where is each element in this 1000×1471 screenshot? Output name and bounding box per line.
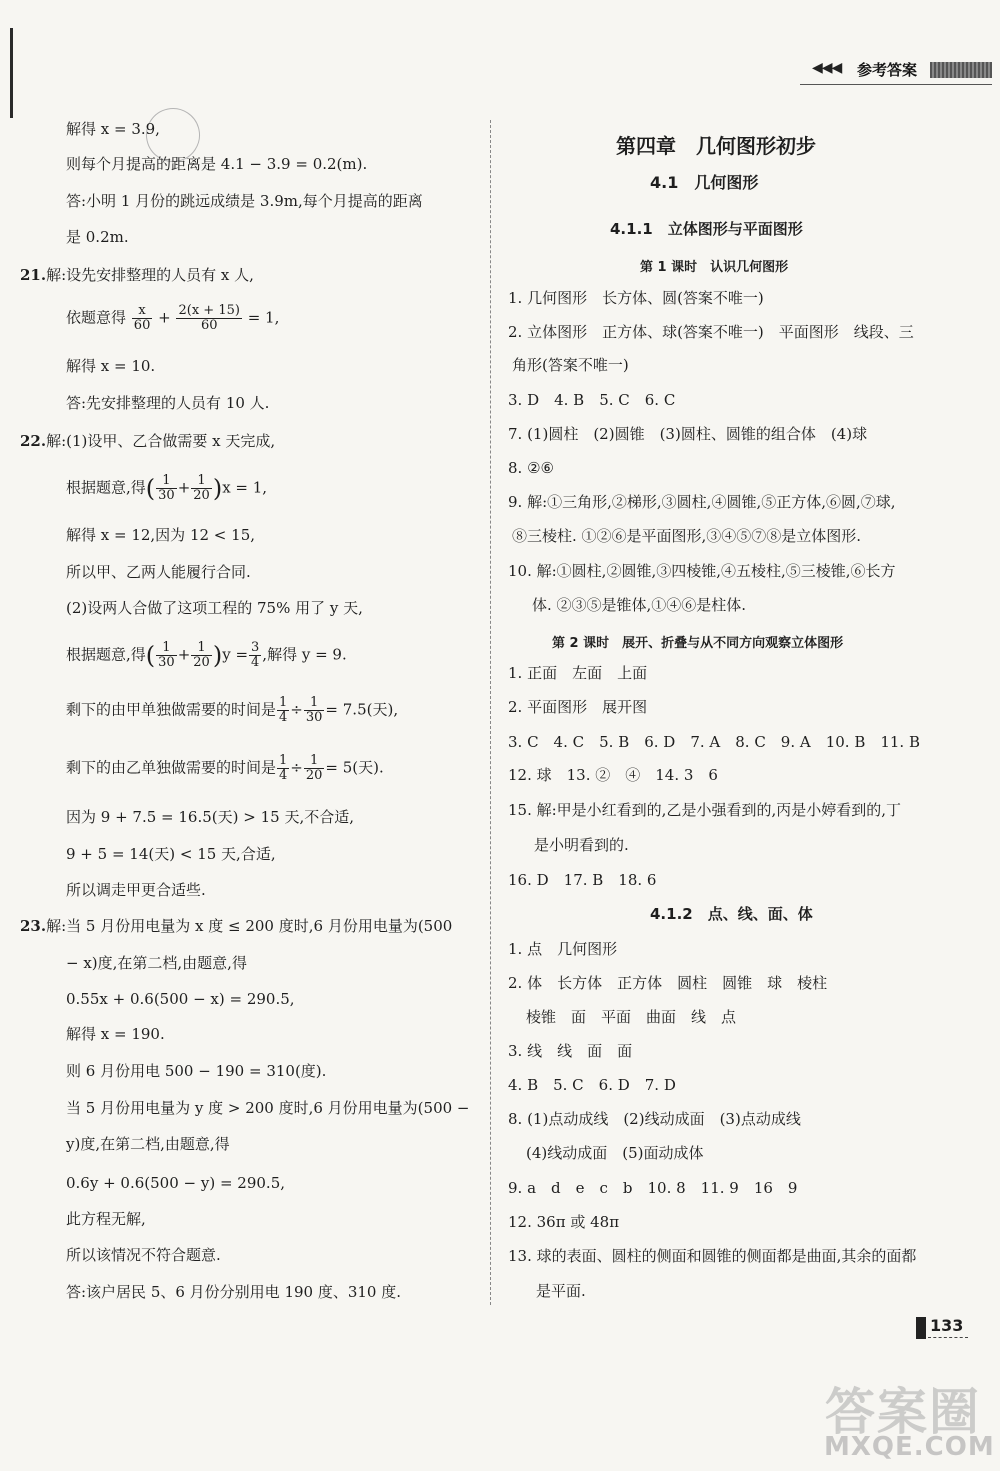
q23-number: 23.: [20, 917, 47, 935]
q22-eq2-fc-num: 3: [251, 640, 260, 655]
answer-7: 7. (1)圆柱 (2)圆锥 (3)圆柱、圆锥的组合体 (4)球: [508, 425, 868, 443]
q22-eq2-fb-den: 20: [193, 655, 210, 670]
q23-line-8: 0.6y + 0.6(500 − y) = 290.5,: [66, 1174, 286, 1192]
q22-eq2-mid: y =: [222, 645, 249, 664]
q21-frac-1-num: x: [132, 304, 153, 319]
q21-block: [20, 264, 254, 286]
q21-frac-1: [132, 304, 153, 333]
q22-eq1-frac-a: [156, 474, 177, 503]
answer-c9-11: 9. a d e c b 10. 8 11. 9 16 9: [508, 1179, 798, 1197]
q22-eq2-frac-b: [191, 641, 212, 670]
q21-line-3: 解得 x = 10.: [66, 357, 156, 375]
q22-l8-fb-den: 20: [305, 768, 323, 783]
answer-c1: 1. 点 几何图形: [508, 940, 618, 958]
q22-l8-frac-b: [304, 754, 325, 783]
left-line-3: 答:小明 1 月份的跳远成绩是 3.9m,每个月提高的距离: [66, 192, 423, 210]
q22-l8-suffix: = 5(天).: [325, 758, 384, 777]
answer-c8b: (4)线动成面 (5)面动成体: [526, 1144, 704, 1162]
q23-line-7: y)度,在第二档,由题意,得: [66, 1135, 230, 1153]
left-line-4: 是 0.2m.: [66, 228, 129, 246]
q22-eq2-prefix: 根据题意,得: [66, 645, 146, 664]
answer-b1: 1. 正面 左面 上面: [508, 664, 648, 682]
q22-eq1-fa-den: 30: [158, 488, 175, 503]
q21-frac-2-den: 60: [200, 318, 218, 333]
q22-eq1-prefix: 根据题意,得: [66, 478, 146, 497]
answer-10b: 体. ②③⑤是锥体,①④⑥是柱体.: [532, 596, 747, 614]
answer-b2: 2. 平面图形 展开图: [508, 698, 648, 716]
header-title: 参考答案: [857, 61, 918, 79]
q22-l8-prefix: 剩下的由乙单独做需要的时间是: [66, 758, 277, 777]
section-4-1-2-title: 4.1.2 点、线、面、体: [650, 905, 813, 923]
header-underline: [800, 84, 992, 85]
q22-l8-fa-den: 4: [279, 768, 288, 783]
q22-l8-div: ÷: [290, 758, 303, 777]
q22-l7-frac-a: [277, 696, 289, 725]
q21-frac-1-den: 60: [133, 318, 151, 333]
q21-equation: [66, 304, 279, 333]
watermark-url: MXQE.COM: [824, 1432, 995, 1462]
lesson-1-title: 第 1 课时 认识几何图形: [640, 260, 789, 275]
q22-eq1-fb-num: 1: [191, 474, 212, 489]
paren-close: ): [212, 641, 223, 670]
q21-plus: +: [158, 308, 171, 327]
q23-line-9: 此方程无解,: [66, 1210, 146, 1228]
q21-number: 21.: [20, 266, 47, 284]
q22-eq2-fa-num: 1: [156, 641, 177, 656]
answer-c13b: 是平面.: [536, 1282, 586, 1300]
q22-eq1-frac-b: [191, 474, 212, 503]
q22-l7-suffix: = 7.5(天),: [325, 700, 399, 719]
header-arrows-icon: ◀◀◀: [812, 60, 842, 76]
q23-line-10: 所以该情况不符合题意.: [66, 1246, 221, 1264]
q21-eq-suffix: = 1,: [247, 308, 280, 327]
q23-line-3: 0.55x + 0.6(500 − x) = 290.5,: [66, 990, 295, 1008]
answer-8: 8. ②⑥: [508, 459, 554, 477]
q22-line-10: 9 + 5 = 14(天) < 15 天,合适,: [66, 845, 276, 863]
q22-line-3: 解得 x = 12,因为 12 < 15,: [66, 526, 256, 544]
q23-line-5: 则 6 月份用电 500 − 190 = 310(度).: [66, 1062, 327, 1080]
q23-block: [20, 915, 452, 937]
q22-line-11: 所以调走甲更合适些.: [66, 881, 206, 899]
q22-eq2-frac-a: [156, 641, 177, 670]
q22-equation-2: 根据题意,得( $\frac{1}{30}$ + $\frac{1}{20}$ )y = $\frac{3}{4}$ ,解得 y = 9.: [66, 640, 347, 670]
header-bar: [930, 62, 992, 78]
q22-eq1-fb-den: 20: [193, 488, 210, 503]
q22-l8-frac-a: [277, 754, 289, 783]
q23-line-1: 解:当 5 月份用电量为 x 度 ≤ 200 度时,6 月份用电量为(500: [46, 917, 453, 935]
q22-equation-1: 根据题意,得( $\frac{1}{30}$ + $\frac{1}{20}$ )x = 1,: [66, 473, 268, 503]
q23-line-2: − x)度,在第二档,由题意,得: [66, 954, 247, 972]
answer-b3-11: 3. C 4. C 5. B 6. D 7. A 8. C 9. A 10. B 11. B: [508, 733, 920, 751]
q22-eq2-frac-c: [249, 641, 261, 670]
q22-eq1-fa-num: 1: [156, 474, 177, 489]
answer-1: 1. 几何图形 长方体、圆(答案不唯一): [508, 289, 764, 307]
section-4-1-1-title: 4.1.1 立体图形与平面图形: [610, 220, 803, 238]
q22-line-1: 解:(1)设甲、乙合做需要 x 天完成,: [46, 432, 276, 450]
left-line-1: 解得 x = 3.9,: [66, 120, 160, 138]
q22-eq2-fb-num: 1: [191, 641, 212, 656]
chapter-title: 第四章 几何图形初步: [616, 134, 816, 158]
q22-line-5: (2)设两人合做了这项工程的 75% 用了 y 天,: [66, 599, 363, 617]
answer-c3: 3. 线 线 面 面: [508, 1042, 633, 1060]
left-binding-rule: [10, 28, 13, 118]
q22-block: [20, 430, 275, 452]
q23-line-4: 解得 x = 190.: [66, 1025, 165, 1043]
q22-eq2-fa-den: 30: [158, 655, 175, 670]
q22-l7-frac-b: [304, 696, 325, 725]
answer-9a: 9. 解:①三角形,②梯形,③圆柱,④圆锥,⑤正方体,⑥圆,⑦球,: [508, 493, 896, 511]
q22-eq1-suffix: x = 1,: [222, 478, 268, 497]
q22-eq2-fc-den: 4: [251, 655, 260, 670]
q22-l7-prefix: 剩下的由甲单独做需要的时间是: [66, 700, 277, 719]
q22-l7-fb-den: 30: [305, 710, 323, 725]
q22-l8-fa-num: 1: [279, 753, 288, 768]
page-number-bar: [916, 1317, 926, 1339]
answer-c12: 12. 36π 或 48π: [508, 1213, 620, 1231]
q21-frac-2: [176, 304, 241, 333]
answer-3-6: 3. D 4. B 5. C 6. C: [508, 391, 676, 409]
page-number: 133: [930, 1316, 964, 1335]
section-4-1-title: 4.1 几何图形: [650, 173, 759, 192]
q22-line-9: 因为 9 + 7.5 = 16.5(天) > 15 天,不合适,: [66, 808, 354, 826]
q22-l7-div: ÷: [290, 700, 303, 719]
q22-l7-fa-num: 1: [279, 695, 288, 710]
answer-b16-18: 16. D 17. B 18. 6: [508, 871, 657, 889]
q22-line-7: [66, 696, 398, 725]
q22-line-8: [66, 754, 384, 783]
watermark-logo: 答案圈: [825, 1383, 981, 1441]
q22-l8-fb-num: 1: [304, 754, 325, 769]
answer-b15a: 15. 解:甲是小红看到的,乙是小强看到的,丙是小婷看到的,丁: [508, 801, 901, 819]
answer-b12-14: 12. 球 13. ② ④ 14. 3 6: [508, 766, 718, 784]
q21-line-1: 解:设先安排整理的人员有 x 人,: [46, 266, 254, 284]
paren-open: (: [145, 641, 156, 670]
answer-c8a: 8. (1)点动成线 (2)线动成面 (3)点动成线: [508, 1110, 801, 1128]
q22-number: 22.: [20, 432, 47, 450]
q22-eq2-suffix: ,解得 y = 9.: [262, 645, 347, 664]
answer-c2b: 棱锥 面 平面 曲面 线 点: [526, 1008, 737, 1026]
lesson-2-title: 第 2 课时 展开、折叠与从不同方向观察立体图形: [552, 636, 844, 651]
q23-line-6: 当 5 月份用电量为 y 度 > 200 度时,6 月份用电量为(500 −: [66, 1099, 470, 1117]
page-number-underline: [928, 1337, 968, 1338]
column-divider: [490, 120, 491, 1305]
answer-c4-7: 4. B 5. C 6. D 7. D: [508, 1076, 676, 1094]
left-line-2: 则每个月提高的距离是 4.1 − 3.9 = 0.2(m).: [66, 155, 368, 173]
answer-b15b: 是小明看到的.: [534, 836, 629, 854]
q21-line-4: 答:先安排整理的人员有 10 人.: [66, 394, 270, 412]
answer-2b: 角形(答案不唯一): [512, 356, 629, 374]
q21-eq-prefix: 依题意得: [66, 308, 127, 327]
answer-9b: ⑧三棱柱. ①②⑥是平面图形,③④⑤⑦⑧是立体图形.: [512, 527, 862, 545]
q23-line-11: 答:该户居民 5、6 月份分别用电 190 度、310 度.: [66, 1283, 402, 1301]
q21-frac-2-num: 2(x + 15): [178, 303, 240, 318]
q22-l7-fa-den: 4: [279, 710, 288, 725]
answer-c13a: 13. 球的表面、圆柱的侧面和圆锥的侧面都是曲面,其余的面都: [508, 1247, 917, 1265]
answer-10a: 10. 解:①圆柱,②圆锥,③四棱锥,④五棱柱,⑤三棱锥,⑥长方: [508, 562, 896, 580]
paren-close: ): [212, 474, 223, 503]
answer-c2a: 2. 体 长方体 正方体 圆柱 圆锥 球 棱柱: [508, 974, 828, 992]
paren-open: (: [145, 474, 156, 503]
q22-l7-fb-num: 1: [304, 696, 325, 711]
answer-2a: 2. 立体图形 正方体、球(答案不唯一) 平面图形 线段、三: [508, 323, 914, 341]
q22-line-4: 所以甲、乙两人能履行合同.: [66, 563, 251, 581]
